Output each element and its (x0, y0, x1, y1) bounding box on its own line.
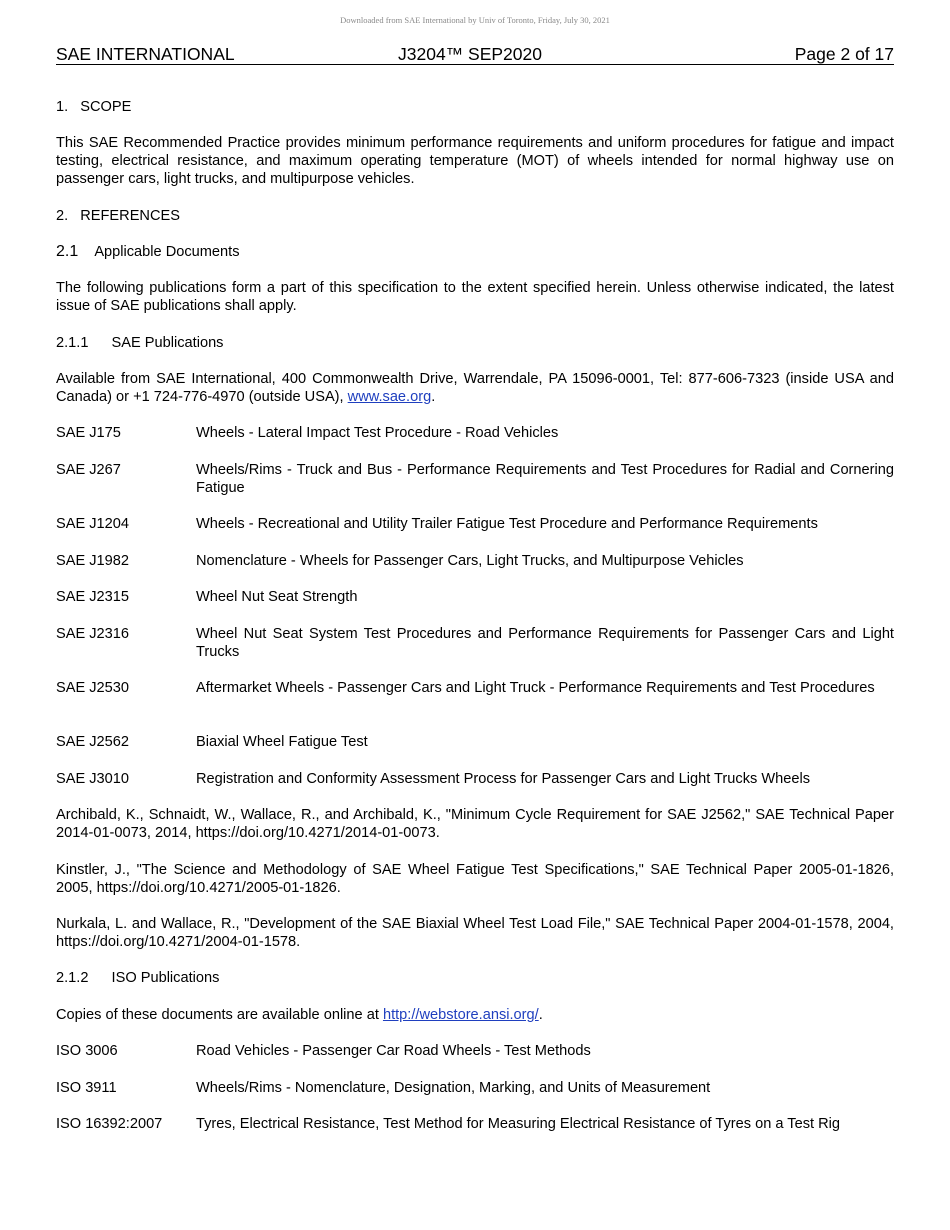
subsection-title: SAE Publications (111, 335, 224, 351)
subsection-title: Applicable Documents (94, 244, 240, 260)
page-header (56, 44, 894, 65)
availability-text: Available from SAE International, 400 Commonwealth Drive, Warrendale, PA 15096-0001, Tel: 877-606-7323 (inside USA and Canada) or +1 724-776-4970 (outside USA), (56, 371, 894, 405)
header-page-number: Page 2 of 17 (794, 44, 894, 64)
ref-code: SAE J1204 (56, 516, 130, 532)
subsection-number: 2.1.1 (56, 335, 89, 351)
section-title: SCOPE (80, 99, 132, 115)
availability-end: . (538, 1007, 543, 1023)
ref-title: Tyres, Electrical Resistance, Test Method for Measuring Electrical Resistance of Tyres on a Test Rig (196, 1116, 841, 1132)
iso-availability-paragraph (56, 1006, 894, 1024)
header-document-id: J3204™ SEP2020 (398, 44, 542, 64)
ref-code: ISO 3006 (56, 1043, 118, 1059)
ref-code: SAE J2315 (56, 589, 130, 605)
download-watermark: Downloaded from SAE International by Univ of Toronto, Friday, July 30, 2021 (340, 15, 610, 25)
ref-title: Aftermarket Wheels - Passenger Cars and Light Truck - Performance Requirements and Test Procedures (196, 680, 875, 696)
availability-text: Copies of these documents are available online at (56, 1007, 383, 1023)
ref-title: Wheels - Recreational and Utility Trailer Fatigue Test Procedure and Performance Requirements (196, 516, 818, 532)
ref-code: SAE J1982 (56, 553, 130, 569)
sae-availability-paragraph (56, 370, 894, 406)
technical-paper-citation: Archibald, K., Schnaidt, W., Wallace, R., and Archibald, K., "Minimum Cycle Requirement for SAE J2562," SAE Technical Paper 2014-01-0073, 2014, https://doi.org/10.4271/2014-01-0073. (56, 807, 894, 841)
sae-website-link[interactable]: www.sae.org (347, 389, 432, 405)
ref-title: Wheel Nut Seat Strength (196, 589, 358, 605)
ref-title: Registration and Conformity Assessment Process for Passenger Cars and Light Trucks Wheels (196, 771, 811, 787)
section-references-heading (56, 207, 180, 225)
subsection-applicable-heading (56, 243, 240, 261)
ref-code: SAE J175 (56, 425, 121, 441)
ref-code: SAE J2562 (56, 734, 130, 750)
ref-title: Road Vehicles - Passenger Car Road Wheels - Test Methods (196, 1043, 591, 1059)
availability-end: . (431, 389, 436, 405)
ref-title: Nomenclature - Wheels for Passenger Cars, Light Trucks, and Multipurpose Vehicles (196, 553, 744, 569)
applicable-paragraph: The following publications form a part of this specification to the extent specified herein. Unless otherwise indicated, the latest issue of SAE publications shall apply. (56, 280, 894, 314)
ref-title: Wheels - Lateral Impact Test Procedure - Road Vehicles (196, 425, 559, 441)
ref-title: Wheel Nut Seat System Test Procedures and Performance Requirements for Passenger Cars and Light Trucks (196, 626, 894, 660)
technical-paper-citation: Nurkala, L. and Wallace, R., "Development of the SAE Biaxial Wheel Test Load File," SAE Technical Paper 2004-01-1578, 2004, https://doi.org/10.4271/2004-01-1578. (56, 916, 894, 950)
section-title: REFERENCES (80, 208, 180, 224)
scope-paragraph: This SAE Recommended Practice provides minimum performance requirements and uniform procedures for fatigue and impact testing, electrical resistance, and maximum operating temperature (MOT) of wheels intended for normal highway use on passenger cars, light trucks, and multipurpose vehicles. (56, 135, 894, 187)
section-scope-heading (56, 98, 131, 116)
section-number: 1. (56, 99, 69, 115)
subsection-number: 2.1 (56, 243, 79, 260)
ref-code: SAE J3010 (56, 771, 130, 787)
header-organization: SAE INTERNATIONAL (56, 44, 235, 64)
subsection-iso-heading (56, 969, 219, 987)
section-number: 2. (56, 208, 69, 224)
ref-code: SAE J267 (56, 462, 121, 478)
ref-title: Wheels/Rims - Truck and Bus - Performance Requirements and Test Procedures for Radial and Cornering Fatigue (196, 462, 894, 496)
technical-paper-citation: Kinstler, J., "The Science and Methodology of SAE Wheel Fatigue Test Specifications," SAE Technical Paper 2005-01-1826, 2005, https://doi.org/10.4271/2005-01-1826. (56, 862, 894, 896)
subsection-sae-heading (56, 334, 223, 352)
subsection-title: ISO Publications (111, 970, 220, 986)
ref-code: ISO 3911 (56, 1080, 117, 1096)
ref-code: SAE J2316 (56, 626, 130, 642)
ref-title: Wheels/Rims - Nomenclature, Designation, Marking, and Units of Measurement (196, 1080, 711, 1096)
ref-code: ISO 16392:2007 (56, 1116, 163, 1132)
ansi-webstore-link[interactable]: http://webstore.ansi.org/ (382, 1007, 539, 1023)
ref-code: SAE J2530 (56, 680, 130, 696)
subsection-number: 2.1.2 (56, 970, 89, 986)
ref-title: Biaxial Wheel Fatigue Test (196, 734, 368, 750)
